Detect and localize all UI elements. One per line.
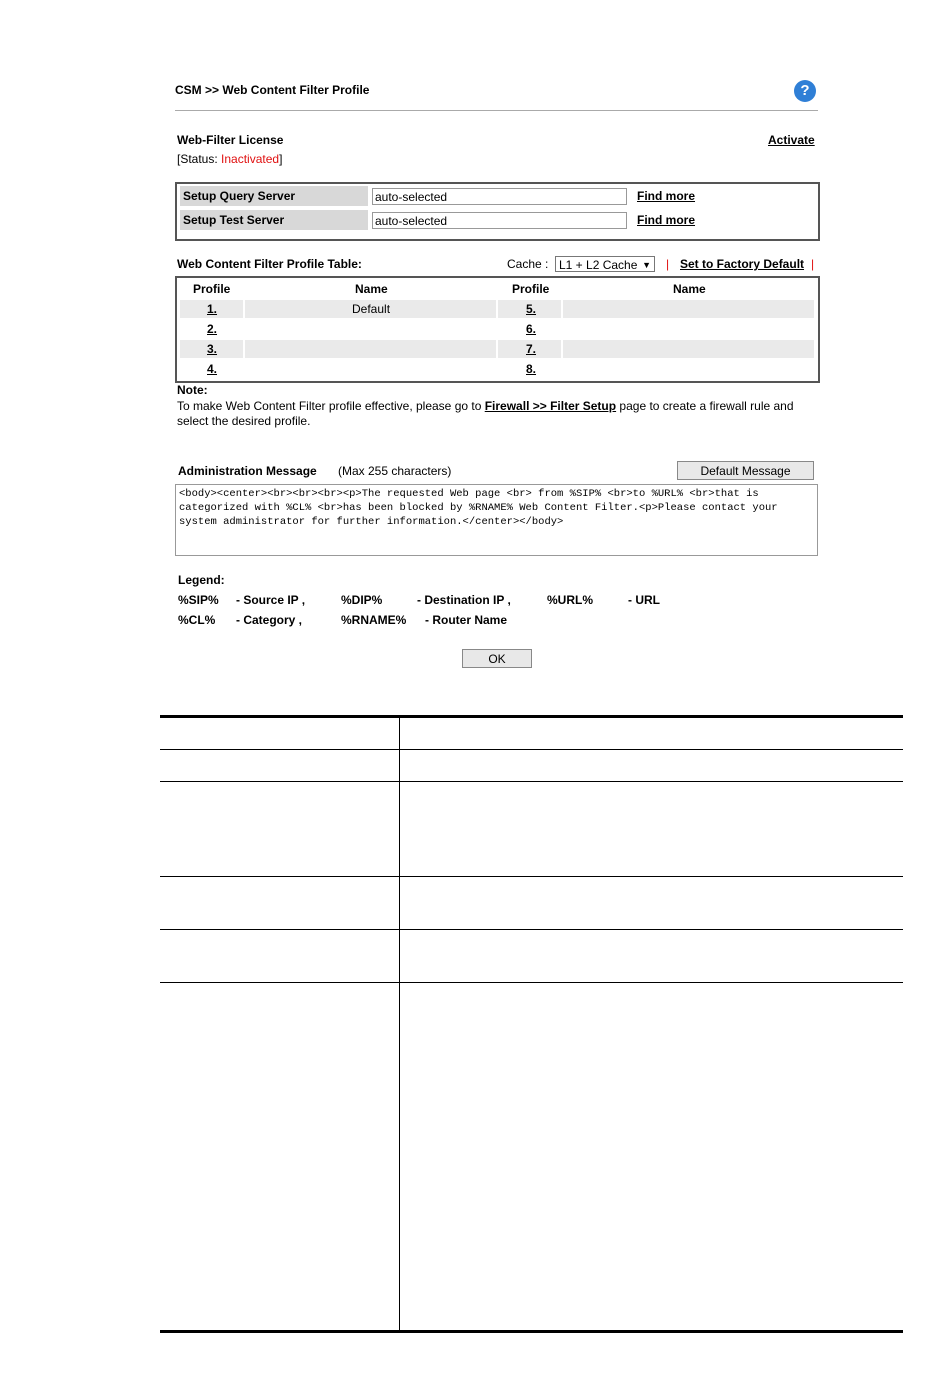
admin-message-label: Administration Message [178,464,317,478]
query-server-label: Setup Query Server [180,186,368,206]
legend-desc-cl: - Category , [236,613,303,627]
profile-link-7[interactable]: 7. [526,342,537,356]
table-rule [160,749,903,750]
chevron-down-icon: ▼ [642,260,651,270]
header-name-left: Name [355,282,388,296]
profile-link-6[interactable]: 6. [526,322,537,336]
table-row [180,340,814,358]
cache-select-value: L1 + L2 Cache [559,258,638,272]
cache-select[interactable] [555,256,655,272]
query-server-input[interactable] [372,188,627,205]
set-factory-default-link[interactable]: Set to Factory Default [680,257,805,271]
table-column-divider [399,717,400,1331]
header-profile-right: Profile [512,282,550,296]
legend-key-dip: %DIP% [341,593,383,607]
server-setup-box [175,182,820,241]
ok-button[interactable]: OK [462,649,532,668]
status-value: Inactivated [221,152,280,166]
table-rule [160,876,903,877]
legend-desc-sip: - Source IP , [236,593,306,607]
profile-link-3[interactable]: 3. [207,342,218,356]
table-row [180,320,814,338]
profile-name-1: Default [352,302,391,316]
legend-key-rname: %RNAME% [341,613,407,627]
note-text-before: To make Web Content Filter profile effective, please go to [177,399,485,413]
profile-link-2[interactable]: 2. [207,322,218,336]
firewall-filter-setup-link[interactable]: Firewall >> Filter Setup [484,399,617,413]
profile-link-4[interactable]: 4. [207,362,218,376]
profile-link-1[interactable]: 1. [207,302,218,316]
cache-label: Cache : [507,257,549,271]
note-text [177,399,817,429]
separator: | [666,257,670,271]
activate-link[interactable]: Activate [768,133,815,147]
query-server-find-more-link[interactable]: Find more [637,189,696,203]
test-server-find-more-link[interactable]: Find more [637,213,696,227]
separator: | [811,257,815,271]
table-top-rule [160,715,903,718]
legend-desc-dip: - Destination IP , [417,593,511,607]
header-profile-left: Profile [193,282,231,296]
legend-key-url: %URL% [547,593,594,607]
legend-key-cl: %CL% [178,613,216,627]
table-rule [160,781,903,782]
license-status [177,152,282,166]
profile-link-5[interactable]: 5. [526,302,537,316]
status-suffix: ] [279,152,283,166]
profile-table-title: Web Content Filter Profile Table: [177,257,362,271]
note-text-after: page to create a firewall rule and select the desired profile. [177,399,794,428]
profile-table [175,276,820,383]
note-label: Note: [177,383,208,397]
legend-desc-rname: - Router Name [425,613,508,627]
legend-key-sip: %SIP% [178,593,219,607]
legend-desc-url: - URL [628,593,660,607]
test-server-label: Setup Test Server [180,210,368,230]
table-bottom-rule [160,1330,903,1333]
header-name-right: Name [673,282,706,296]
title-divider [175,110,818,111]
table-row [180,300,814,318]
table-rule [160,929,903,930]
table-row [180,360,814,378]
admin-message-max: (Max 255 characters) [338,464,452,478]
default-message-button[interactable]: Default Message [677,461,814,480]
license-label: Web-Filter License [177,133,284,147]
admin-message-textarea[interactable]: <body><center><br><br><br><p>The requested Web page <br> from %SIP% <br>to %URL% <br>that is categorized with %CL% <br>has been blocked by %RNAME% Web Content Filter.<p>Please contact your system administrator for further information.</center></body> [175,484,818,556]
legend-title: Legend: [178,573,225,587]
profile-link-8[interactable]: 8. [526,362,537,376]
status-prefix: [Status: [177,152,222,166]
page-title: CSM >> Web Content Filter Profile [175,83,370,97]
test-server-input[interactable] [372,212,627,229]
table-rule [160,982,903,983]
help-icon[interactable]: ? [794,80,816,102]
